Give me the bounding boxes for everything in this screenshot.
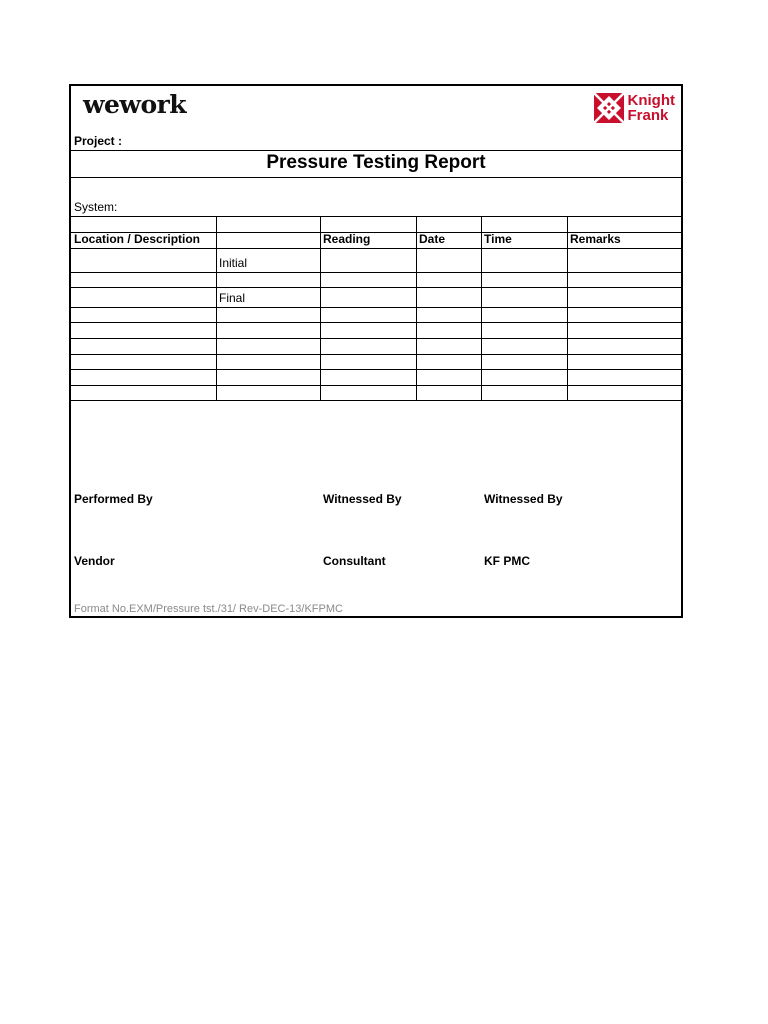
table-line bbox=[71, 354, 683, 355]
column-header-remarks: Remarks bbox=[570, 232, 621, 246]
table-line bbox=[71, 400, 683, 401]
column-header-location: Location / Description bbox=[74, 232, 201, 246]
project-label: Project : bbox=[74, 134, 123, 148]
column-header-time: Time bbox=[484, 232, 512, 246]
table-line bbox=[71, 287, 683, 288]
table-line bbox=[481, 216, 482, 400]
table-line bbox=[71, 272, 683, 273]
divider bbox=[71, 177, 681, 178]
table-line bbox=[71, 216, 683, 217]
table-line bbox=[416, 216, 417, 400]
report-form bbox=[69, 84, 683, 618]
column-header-date: Date bbox=[419, 232, 446, 246]
table-line bbox=[71, 385, 683, 386]
performed-by-label: Performed By bbox=[74, 492, 153, 506]
column-header-reading: Reading bbox=[323, 232, 371, 246]
table-line bbox=[71, 248, 683, 249]
knight-frank-wordmark: Knight Frank bbox=[627, 92, 675, 124]
wework-logo: wework bbox=[83, 90, 187, 119]
page-title: Pressure Testing Report bbox=[266, 152, 486, 173]
table-line bbox=[216, 216, 217, 400]
table-line bbox=[567, 216, 568, 400]
format-number: Format No.EXM/Pressure tst./31/ Rev-DEC-13/KFPMC bbox=[74, 603, 343, 615]
table-line bbox=[71, 369, 683, 370]
divider bbox=[71, 150, 681, 151]
knight-frank-mark-icon bbox=[594, 93, 624, 123]
table-line bbox=[71, 307, 683, 308]
vendor-label: Vendor bbox=[74, 554, 115, 568]
row-label-final: Final bbox=[219, 291, 246, 305]
witnessed-by-kfpmc-label: Witnessed By bbox=[484, 492, 563, 506]
system-label: System: bbox=[74, 200, 118, 214]
witnessed-by-consultant-label: Witnessed By bbox=[323, 492, 402, 506]
table-line bbox=[71, 338, 683, 339]
consultant-label: Consultant bbox=[323, 554, 386, 568]
table-line bbox=[320, 216, 321, 400]
row-label-initial: Initial bbox=[219, 256, 248, 270]
table-line bbox=[71, 322, 683, 323]
knight-frank-logo bbox=[594, 92, 675, 124]
kf-pmc-label: KF PMC bbox=[484, 554, 530, 568]
